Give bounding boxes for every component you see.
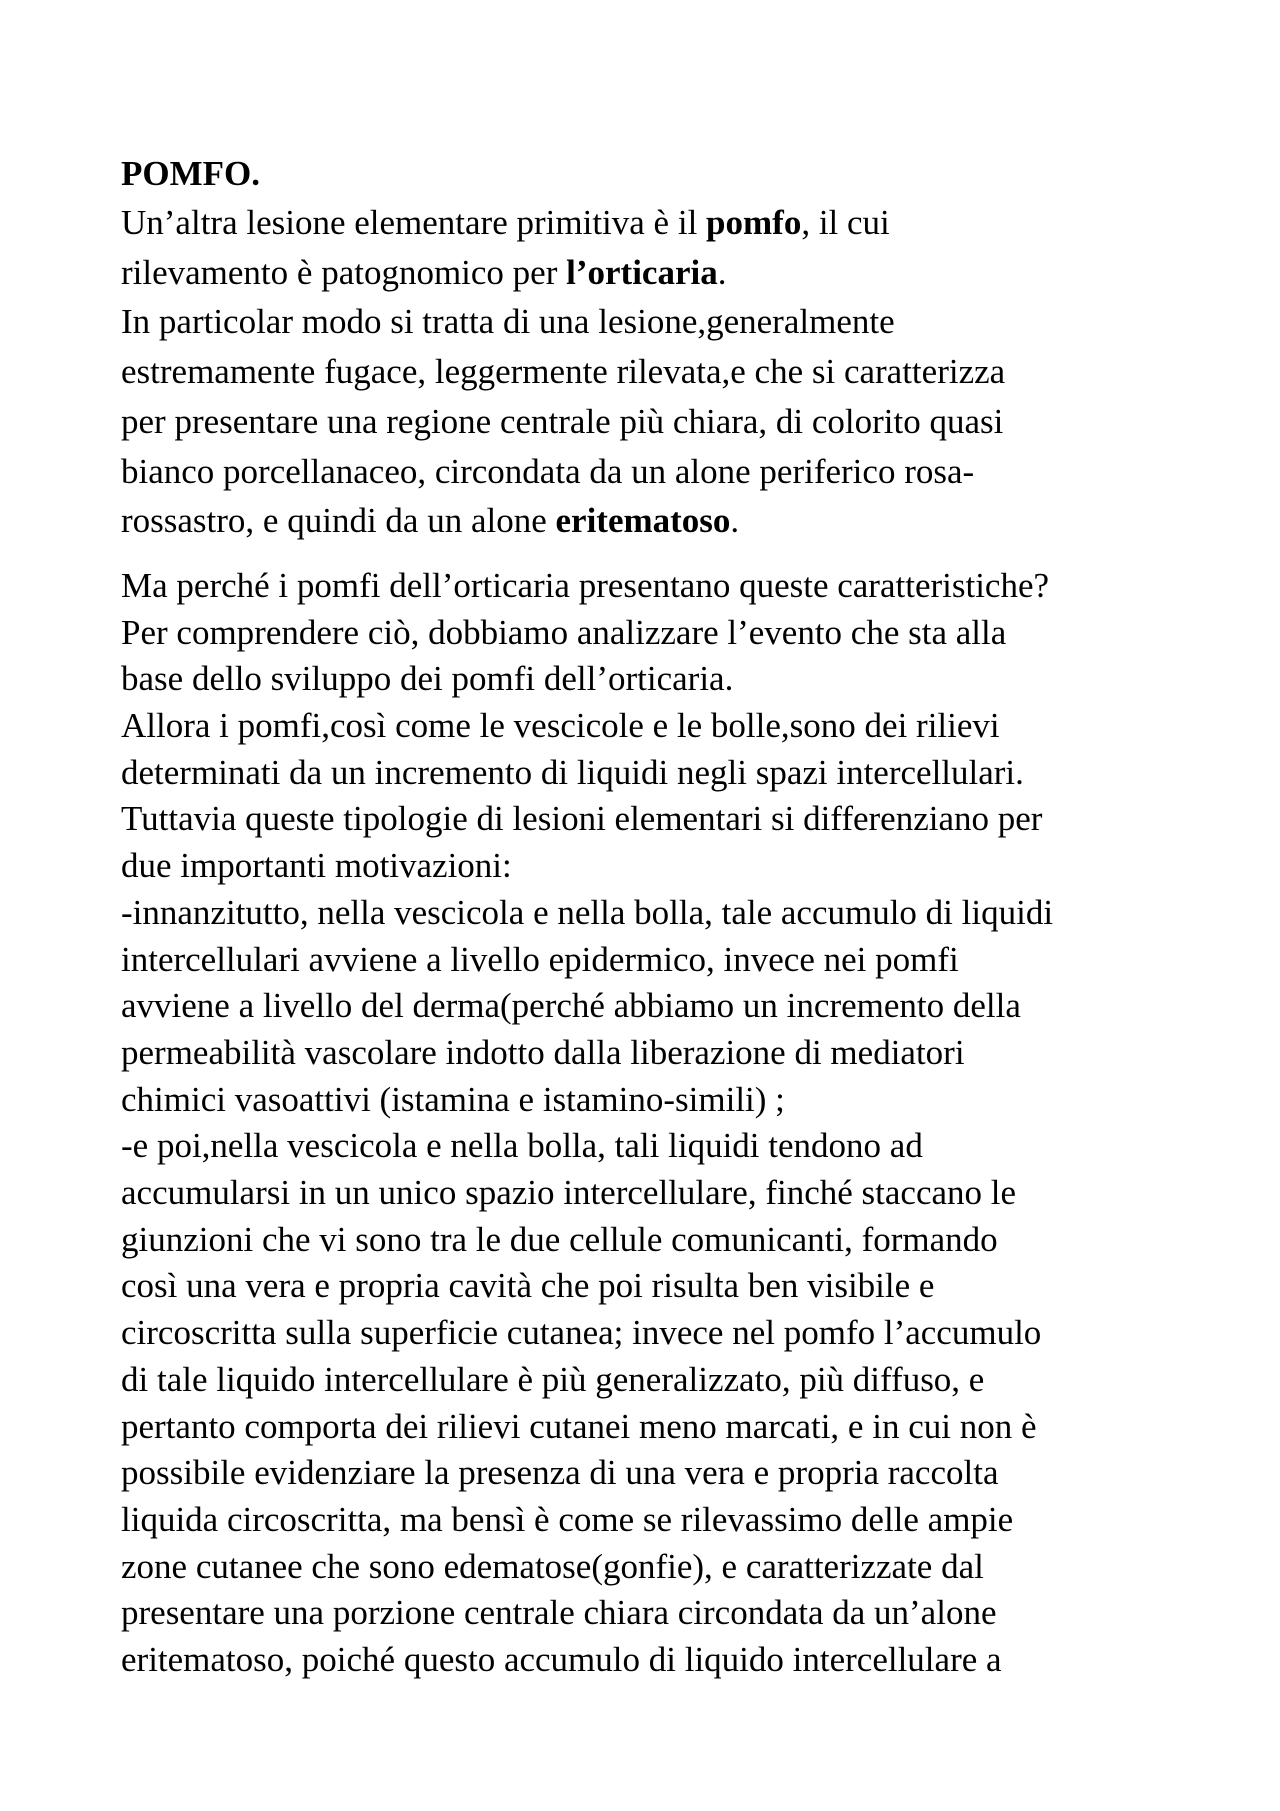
text-line: eritematoso, poiché questo accumulo di liquido intercellulare a (121, 1640, 1002, 1680)
text-line (121, 198, 1181, 248)
paragraph-1 (121, 198, 1181, 546)
text-line: Ma perché i pomfi dell’orticaria presentano queste caratteristiche? (121, 565, 1050, 605)
text-line: chimici vasoattivi (istamina e istamino-simili) ; (121, 1079, 785, 1119)
bold-term-pomfo: pomfo (706, 203, 802, 242)
text-line: estremamente fugace, leggermente rilevata,e che si caratterizza (121, 352, 1006, 392)
text-line: In particolar modo si tratta di una lesione,generalmente (121, 302, 895, 342)
text-line: accumularsi in un unico spazio intercellulare, finché staccano le (121, 1173, 1017, 1213)
text-line: circoscritta sulla superficie cutanea; invece nel pomfo l’accumulo (121, 1313, 1042, 1353)
text-line: intercellulari avviene a livello epidermico, invece nei pomfi (121, 939, 959, 979)
text-line (121, 248, 1181, 298)
text-line: così una vera e propria cavità che poi risulta ben visibile e (121, 1266, 935, 1306)
text-line: bianco porcellanaceo, circondata da un alone periferico rosa- (121, 451, 975, 491)
paragraph-2 (121, 563, 1181, 1684)
text-line: Allora i pomfi,così come le vescicole e le bolle,sono dei rilievi (121, 706, 1000, 746)
text-line: determinati da un incremento di liquidi negli spazi intercellulari. (121, 752, 1024, 792)
document-page (121, 150, 1181, 1684)
text-line: giunzioni che vi sono tra le due cellule comunicanti, formando (121, 1219, 998, 1259)
text-line: pertanto comporta dei rilievi cutanei meno marcati, e in cui non è (121, 1406, 1037, 1446)
text-line: liquida circoscritta, ma bensì è come se rilevassimo delle ampie (121, 1499, 1014, 1539)
text-run: . (730, 501, 740, 541)
text-line: avviene a livello del derma(perché abbiamo un incremento della (121, 986, 1021, 1026)
section-title: POMFO. (121, 154, 260, 193)
paragraph-spacer (121, 546, 1181, 563)
text-run: Un’altra lesione elementare primitiva è il (121, 203, 707, 242)
text-line: -e poi,nella vescicola e nella bolla, tali liquidi tendono ad (121, 1126, 923, 1166)
text-run: rossastro, e quindi da un alone (121, 501, 556, 541)
text-line (121, 496, 1181, 546)
text-line: zone cutanee che sono edematose(gonfie), e caratterizzate dal (121, 1546, 984, 1586)
bold-term-orticaria: l’orticaria (566, 252, 718, 292)
text-line: per presentare una regione centrale più chiara, di colorito quasi (121, 401, 1004, 441)
text-run: . (717, 252, 727, 292)
text-line: possibile evidenziare la presenza di una vera e propria raccolta (121, 1453, 999, 1493)
text-line: permeabilità vascolare indotto dalla liberazione di mediatori (121, 1032, 965, 1072)
text-run: rilevamento è patognomico per (121, 252, 567, 292)
text-line: base dello sviluppo dei pomfi dell’orticaria. (121, 659, 734, 699)
text-run: , il cui (801, 203, 890, 242)
text-line: presentare una porzione centrale chiara circondata da un’alone (121, 1593, 997, 1633)
text-line: -innanzitutto, nella vescicola e nella bolla, tale accumulo di liquidi (121, 892, 1054, 932)
text-line: due importanti motivazioni: (121, 846, 512, 886)
text-line: di tale liquido intercellulare è più generalizzato, più diffuso, e (121, 1359, 985, 1399)
bold-term-eritematoso: eritematoso (555, 501, 731, 541)
text-line: Tuttavia queste tipologie di lesioni elementari si differenziano per (121, 799, 1043, 839)
text-line: Per comprendere ciò, dobbiamo analizzare l’evento che sta alla (121, 612, 1007, 652)
